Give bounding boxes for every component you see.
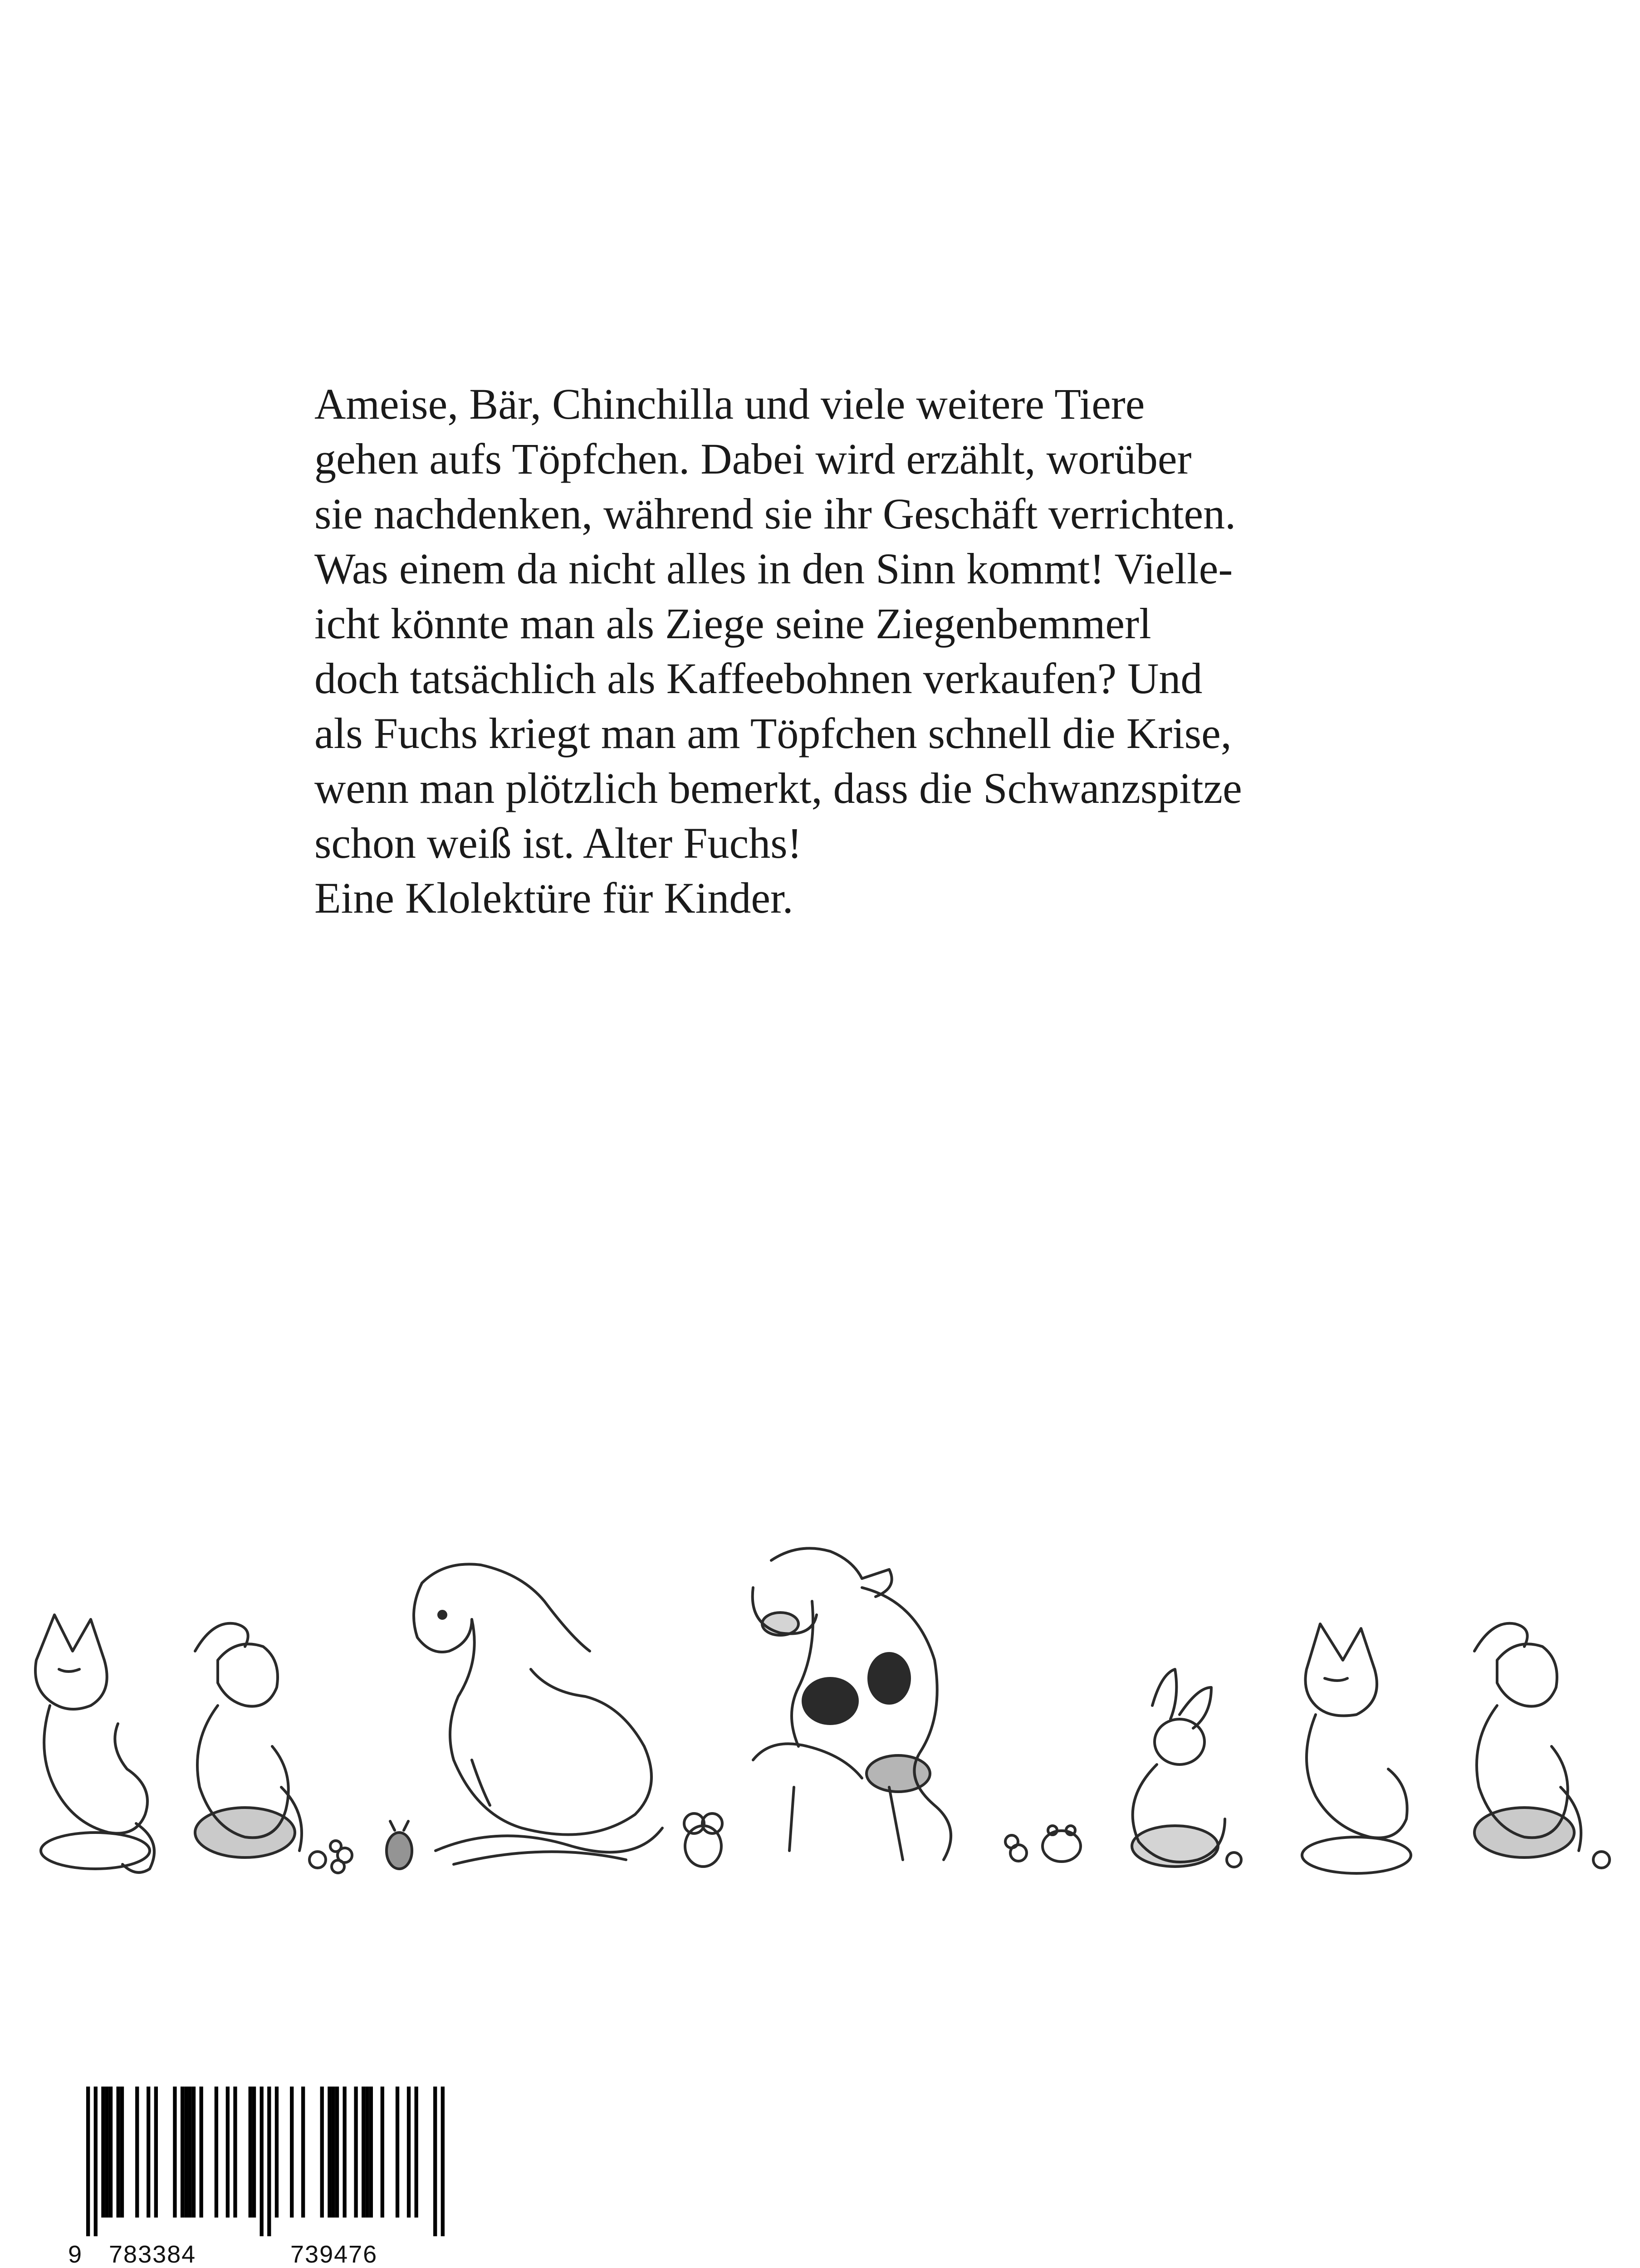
beetle-sketch [387,1821,412,1869]
blurb-line: schon weiß ist. Alter Fuchs! [314,819,802,867]
goat-sketch [195,1623,326,1868]
fox-sketch [1302,1624,1411,1873]
barcode-bar [120,2087,124,2218]
barcode-bar [173,2087,176,2218]
goat-sketch [1474,1623,1610,1868]
barcode-bar [260,2087,264,2236]
barcode-lead-digit: 9 [68,2241,83,2268]
barcode-bar [105,2087,109,2218]
barcode-bar [354,2087,357,2218]
barcode-bar [275,2087,279,2218]
barcode-bar [320,2087,324,2218]
insect-sketch [1005,1835,1027,1861]
blurb-line: Eine Klolektüre für Kinder. [314,874,793,922]
blurb-line: gehen aufs Töpfchen. Dabei wird erzählt, worüber [314,435,1192,483]
blurb-line: wenn man plötzlich bemerkt, dass die Schwanzspitze [314,764,1242,812]
blurb-line: doch tatsächlich als Kaffeebohnen verkaufen? Und [314,654,1203,703]
horse-sketch [414,1564,662,1864]
rabbit-sketch [1132,1669,1241,1867]
blurb-line: icht könnte man als Ziege seine Ziegenbemmerl [314,599,1151,648]
animals-on-potties-illustration [0,1533,1640,1896]
barcode-bar [290,2087,294,2218]
barcode-bar [117,2087,120,2218]
cover-blurb [314,376,1312,925]
barcode-bar [188,2087,192,2218]
barcode-bar [362,2087,365,2218]
barcode-bar [184,2087,188,2218]
blurb-line: sie nachdenken, während sie ihr Geschäft verrichten. [314,489,1236,538]
barcode-bar [301,2087,305,2218]
barcode-bar [94,2087,98,2236]
barcode-bar [328,2087,331,2218]
barcode-bar [433,2087,437,2236]
barcode-bar [215,2087,218,2218]
barcode-bar [135,2087,139,2218]
barcode-bar [101,2087,105,2218]
barcode-bar [267,2087,271,2236]
fox-sketch [35,1615,154,1872]
barcode-bar [343,2087,346,2218]
barcode-bar [332,2087,335,2218]
barcode-bar [147,2087,150,2218]
cow-sketch [753,1548,951,1860]
barcode-bar [249,2087,252,2218]
barcode-bar [86,2087,90,2236]
barcode-bar [233,2087,237,2218]
barcode-bar [414,2087,418,2218]
barcode-bar [192,2087,196,2218]
frog-sketch [1043,1826,1081,1862]
blurb-line: Ameise, Bär, Chinchilla und viele weitere Tiere [314,380,1145,428]
barcode-bar [369,2087,373,2218]
barcode-bar [407,2087,411,2218]
barcode-bar [441,2087,445,2236]
barcode-bar [226,2087,230,2218]
barcode-bar [381,2087,384,2218]
barcode-bar [252,2087,256,2218]
barcode-bar [365,2087,369,2218]
barcode-bar [181,2087,184,2218]
mouse-sketch [684,1813,722,1867]
blurb-line: Was einem da nicht alles in den Sinn kommt! Vielle- [314,544,1233,593]
barcode-bar [335,2087,339,2218]
ant-sketch [330,1841,352,1873]
barcode-bar [199,2087,203,2218]
barcode-right-digits: 739476 [290,2241,378,2268]
blurb-line: als Fuchs kriegt man am Töpfchen schnell die Krise, [314,709,1232,758]
barcode-left-digits: 783384 [109,2241,196,2268]
barcode-bar [109,2087,113,2218]
barcode-bar [396,2087,399,2218]
barcode-bars [86,2087,445,2236]
isbn-barcode [68,2087,445,2268]
barcode-bar [154,2087,158,2218]
